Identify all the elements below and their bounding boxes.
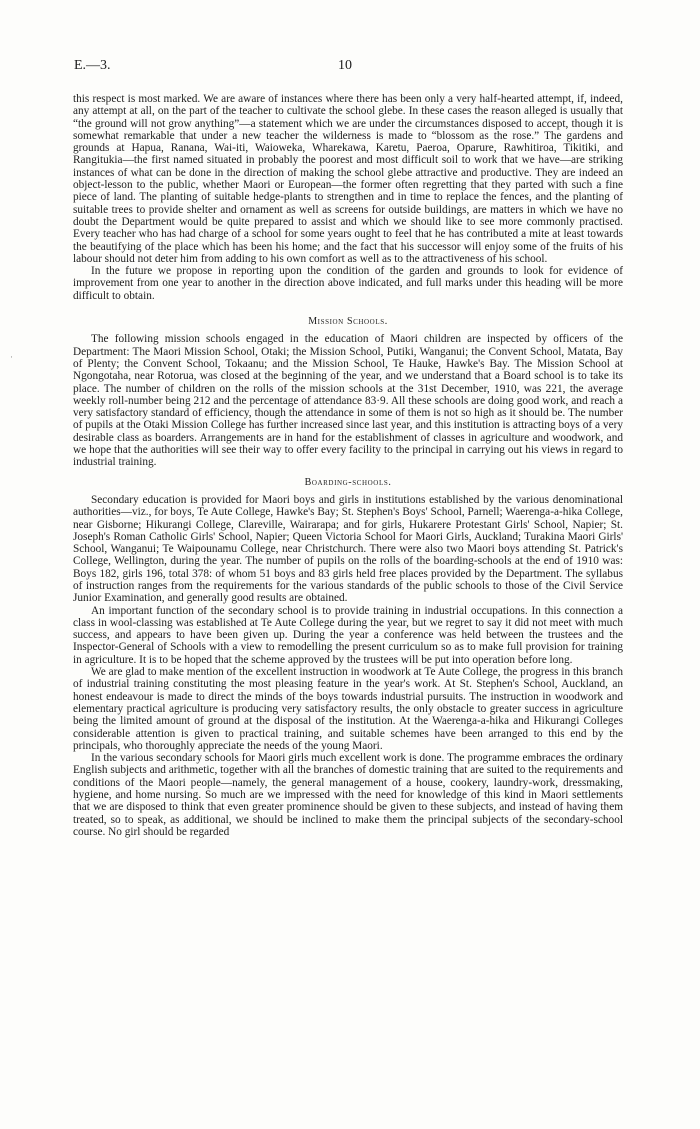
paragraph-future-reporting: In the future we propose in reporting upon the condition of the garden and grounds to look for evidence of improvement from one year to another in the direction above indicated, and full marks under this heading will be more difficult to obtain. <box>73 265 623 302</box>
section-heading-mission-schools: Mission Schools. <box>308 316 388 328</box>
paragraph-girls-schools: In the various secondary schools for Maori girls much excellent work is done. The programme embraces the ordinary English subjects and arithmetic, together with all the branches of domestic training that are suited to the requirements and conditions of the Maori people—namely, the general management of a house, cookery, laundry-work, dressmaking, hygiene, and home nursing. So much are we impressed with the need for knowledge of this kind in Maori settlements that we are disposed to think that even greater prominence should be given to these subjects, and instead of having them treated, so to speak, as additional, we should be inclined to make them the principal subjects of the secondary-school course. No girl should be regarded <box>73 752 623 838</box>
page-header <box>74 58 626 76</box>
page-number: 10 <box>338 58 352 73</box>
paragraph-mission-schools: The following mission schools engaged in the education of Maori children are inspected by officers of the Department: The Maori Mission School, Otaki; the Mission School, Putiki, Wanganui; the Convent School, Matata, Bay of Plenty; the Convent School, Tokaanu; and the Mission School, Te Hauke, Hawke's Bay. The Mission School at Ngongotaha, near Rotorua, was closed at the beginning of the year, and we understand that a Board school is to take its place. The number of children on the rolls of the mission schools at the 31st December, 1910, was 221, the average weekly roll-number being 212 and the percentage of attendance 83·9. All these schools are doing good work, and reach a very satisfactory standard of efficiency, though the attendance in some of them is not so high as it should be. The number of pupils at the Otaki Mission College has further increased since last year, and this institution is attracting boys of a very desirable class as boarders. Arrangements are in hand for the establishment of classes in agriculture and woodwork, and we hope that the authorities will see their way to offer every facility to the principal in carrying out his views in regard to industrial training. <box>73 333 623 469</box>
section-heading-boarding-schools: Boarding-schools. <box>304 476 392 488</box>
paragraph-woodwork: We are glad to make mention of the excellent instruction in woodwork at Te Aute College, the progress in this branch of industrial training constituting the most pleasing feature in the year's work. At St. Stephen's School, Auckland, an honest endeavour is made to direct the minds of the boys towards industrial pursuits. The instruction in woodwork and elementary practical agriculture is producing very satisfactory results, the only obstacle to greater success in agriculture being the limited amount of ground at the disposal of the institution. At the Waerenga-a-hika and Hikurangi Colleges considerable attention is given to practical training, and suitable schemes have been arranged to this end by the principals, who thoroughly appreciate the needs of the young Maori. <box>73 666 623 752</box>
document-body <box>73 93 623 838</box>
paragraph-glebe-continued: this respect is most marked. We are aware of instances where there has been only a very half-hearted attempt, if, indeed, any attempt at all, on the part of the teacher to cultivate the school glebe. In these cases the reason alleged is usually that “the ground will not grow anything”—a statement which we are under the circumstances disposed to accept, though it is somewhat remarkable that under a new teacher the wilderness is made to “blossom as the rose.” The gardens and grounds at Hapua, Ranana, Wai-iti, Waioweka, Wharekawa, Karetu, Paeroa, Oparure, Rawhitiroa, Tikitiki, and Rangitukia—the first named situated in probably the poorest and most difficult soil to work that we have—are striking instances of what can be done in the direction of making the school glebe attractive and productive. They are indeed an object-lesson to the public, whether Maori or European—the former often regretting that they parted with such a fine piece of land. The planting of suitable hedge-plants to strengthen and in time to replace the fences, and the planting of suitable trees to provide shelter and ornament as well as screens for outside buildings, are matters in which we have no doubt the Department would be quite prepared to assist and which we should like to see more commonly practised. Every teacher who has had charge of a school for some years ought to feel that he has contributed a mite at least towards the beautifying of the place which has been his home; and the fact that his successor will enjoy some of the fruits of his labour should not deter him from adding to his own comfort as well as to the attractiveness of his school. <box>73 93 623 265</box>
paragraph-industrial-training: An important function of the secondary school is to provide training in industrial occupations. In this connection a class in wool-classing was established at Te Aute College during the year, but we regret to say it did not meet with much success, and appears to have been given up. During the year a conference was held between the trustees and the Inspector-General of Schools with a view to remodelling the present curriculum so as to make full provision for training in agriculture. It is to be hoped that the scheme approved by the trustees will be put into operation before long. <box>73 604 623 666</box>
paragraph-secondary-education: Secondary education is provided for Maori boys and girls in institutions established by the various denominational authorities—viz., for boys, Te Aute College, Hawke's Bay; St. Stephen's Boys' School, Parnell; Waerenga-a-hika College, near Gisborne; Hikurangi College, Clareville, Wairarapa; and for girls, Hukarere Protestant Girls' School, Napier; St. Joseph's Roman Catholic Girls' School, Napier; Queen Victoria School for Maori Girls, Auckland; Turakina Maori Girls' School, Wanganui; Te Waipounamu College, near Christchurch. There were also two Maori boys attending St. Patrick's College, Wellington, during the year. The number of pupils on the rolls of the boarding-schools at the end of 1910 was: Boys 182, girls 196, total 378: of whom 51 boys and 83 girls held free places provided by the Department. The syllabus of instruction ranges from the requirements for the various standards of the public schools to those of the Civil Service Junior Examination, and generally good results are obtained. <box>73 493 623 605</box>
report-reference: E.—3. <box>74 58 111 73</box>
margin-mark: · <box>10 352 13 362</box>
